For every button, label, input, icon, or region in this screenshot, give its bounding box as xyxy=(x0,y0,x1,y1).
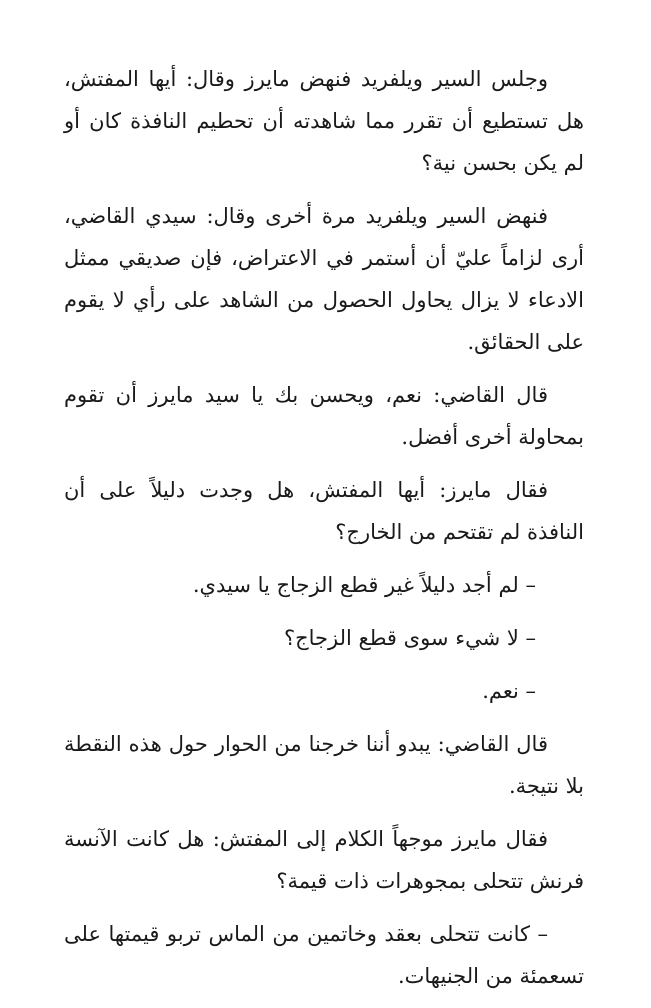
book-page xyxy=(64,58,584,1008)
paragraph: قال القاضي: يبدو أننا خرجنا من الحوار حول هذه النقطة بلا نتيجة. xyxy=(64,732,584,798)
paragraph: فقال مايرز موجهاً الكلام إلى المفتش: هل كانت الآنسة فرنش تتحلى بمجوهرات ذات قيمة؟ xyxy=(64,827,584,893)
dialogue-line: – نعم. xyxy=(482,679,536,703)
paragraph: – كانت تتحلى بعقد وخاتمين من الماس تربو قيمتها على تسعمئة من الجنيهات. xyxy=(64,922,584,988)
dialogue-line: – لا شيء سوى قطع الزجاج؟ xyxy=(283,626,536,650)
dialogue-line: – لم أجد دليلاً غير قطع الزجاج يا سيدي. xyxy=(192,573,536,597)
paragraph: وجلس السير ويلفريد فنهض مايرز وقال: أيها المفتش، هل تستطيع أن تقرر مما شاهدته أن تحطيم النافذة كان أو لم يكن بحسن نية؟ xyxy=(64,67,584,175)
paragraph: قال القاضي: نعم، ويحسن بك يا سيد مايرز أن تقوم بمحاولة أخرى أفضل. xyxy=(64,383,584,449)
paragraph: فنهض السير ويلفريد مرة أخرى وقال: سيدي القاضي، أرى لزاماً عليّ أن أستمر في الاعتراض، فإن صديقي ممثل الادعاء لا يزال يحاول الحصول من الشاهد على رأي لا يقوم على الحقائق. xyxy=(64,204,584,354)
paragraph: فقال مايرز: أيها المفتش، هل وجدت دليلاً على أن النافذة لم تقتحم من الخارج؟ xyxy=(64,478,584,544)
